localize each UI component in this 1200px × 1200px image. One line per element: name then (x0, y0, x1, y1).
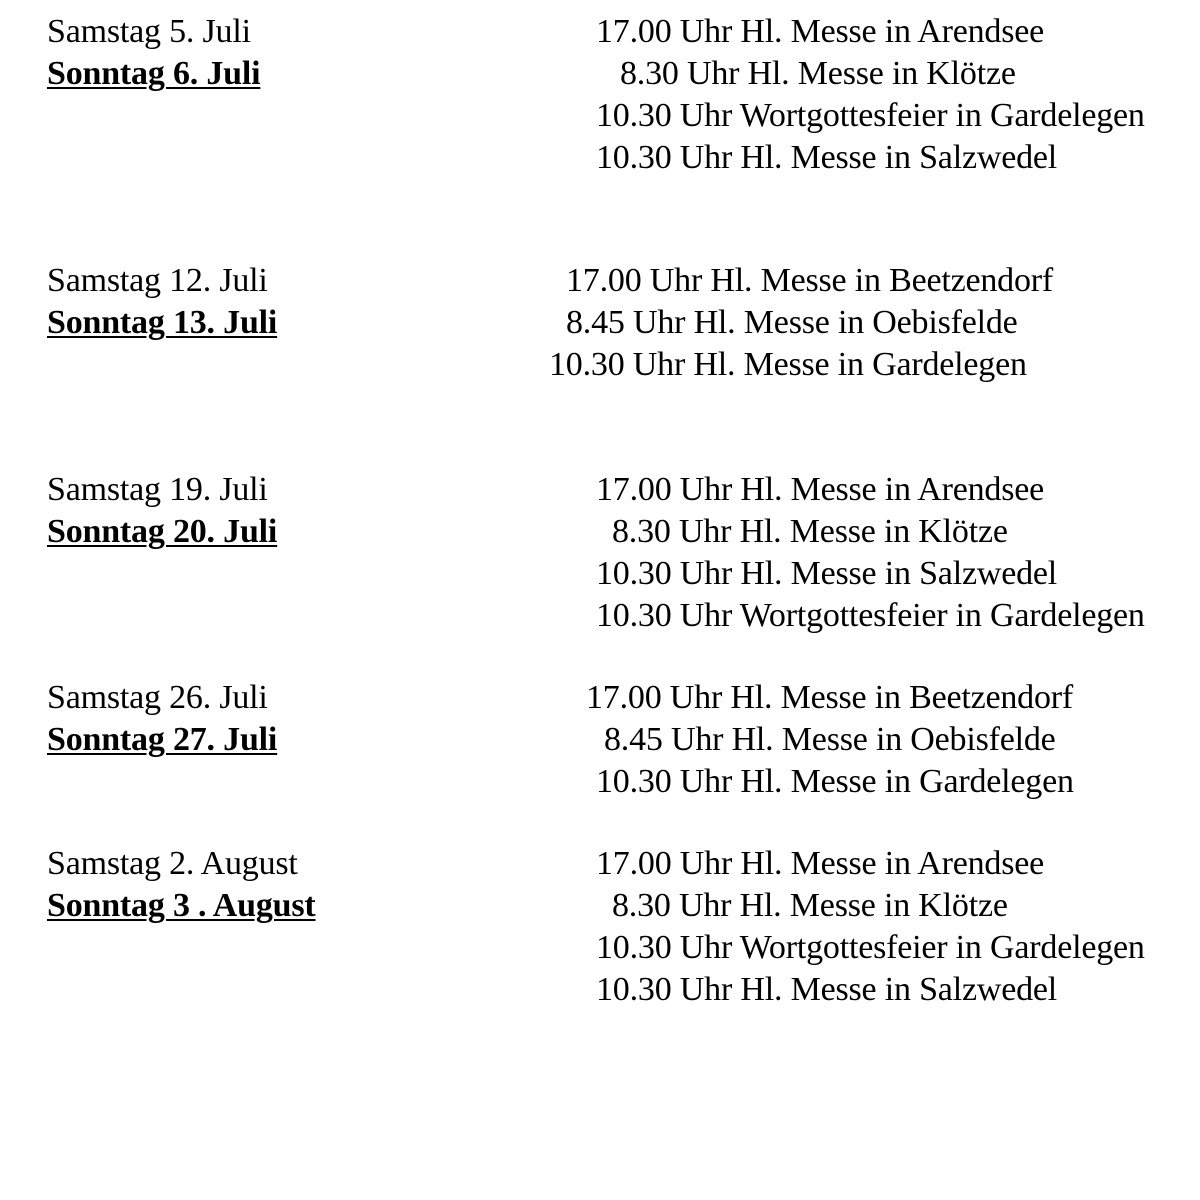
sunday-date: Sonntag 3 . August (47, 887, 316, 924)
service-entry: 8.45 Uhr Hl. Messe in Oebisfelde (566, 304, 1018, 341)
sunday-date: Sonntag 27. Juli (47, 721, 278, 758)
service-entry: 10.30 Uhr Hl. Messe in Salzwedel (596, 139, 1058, 176)
service-entry: 10.30 Uhr Hl. Messe in Salzwedel (596, 971, 1058, 1008)
sunday-date: Sonntag 20. Juli (47, 513, 278, 550)
service-entry: 17.00 Uhr Hl. Messe in Beetzendorf (566, 262, 1054, 299)
sunday-date: Sonntag 6. Juli (47, 55, 261, 92)
sunday-date: Sonntag 13. Juli (47, 304, 278, 341)
service-entry: 17.00 Uhr Hl. Messe in Beetzendorf (586, 679, 1074, 716)
service-entry: 8.30 Uhr Hl. Messe in Klötze (612, 513, 1008, 550)
saturday-date: Samstag 5. Juli (47, 13, 251, 50)
service-entry: 10.30 Uhr Hl. Messe in Gardelegen (549, 346, 1027, 383)
service-entry: 17.00 Uhr Hl. Messe in Arendsee (596, 13, 1045, 50)
service-entry: 10.30 Uhr Wortgottesfeier in Gardelegen (596, 929, 1145, 966)
service-entry: 17.00 Uhr Hl. Messe in Arendsee (596, 845, 1045, 882)
service-entry: 10.30 Uhr Hl. Messe in Gardelegen (596, 763, 1074, 800)
service-entry: 8.30 Uhr Hl. Messe in Klötze (612, 887, 1008, 924)
saturday-date: Samstag 26. Juli (47, 679, 268, 716)
saturday-date: Samstag 19. Juli (47, 471, 268, 508)
service-entry: 10.30 Uhr Hl. Messe in Salzwedel (596, 555, 1058, 592)
saturday-date: Samstag 2. August (47, 845, 298, 882)
service-entry: 10.30 Uhr Wortgottesfeier in Gardelegen (596, 597, 1145, 634)
service-entry: 8.45 Uhr Hl. Messe in Oebisfelde (604, 721, 1056, 758)
service-entry: 17.00 Uhr Hl. Messe in Arendsee (596, 471, 1045, 508)
saturday-date: Samstag 12. Juli (47, 262, 268, 299)
service-entry: 10.30 Uhr Wortgottesfeier in Gardelegen (596, 97, 1145, 134)
service-entry: 8.30 Uhr Hl. Messe in Klötze (620, 55, 1016, 92)
